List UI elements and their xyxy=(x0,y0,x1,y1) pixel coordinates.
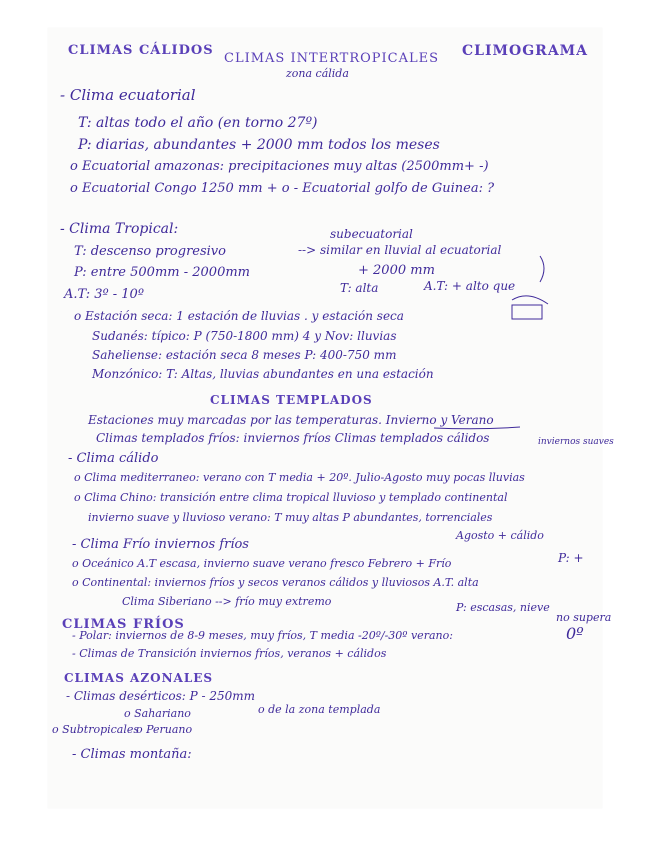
templados-estaciones: Estaciones muy marcadas por las temperaturas. Invierno y Verano xyxy=(88,413,494,427)
azonales-montana: - Climas montaña: xyxy=(72,747,192,762)
subecuatorial-arrow-text: --> similar en lluvial al ecuatorial xyxy=(298,243,502,257)
subecuatorial-arrow xyxy=(540,256,544,282)
frios-zero: 0º xyxy=(566,624,584,643)
frios-p-escasas: P: escasas, nieve xyxy=(456,601,550,614)
tropical-monzonico: Monzónico: T: Altas, lluvias abundantes en una estación xyxy=(92,367,434,381)
clima-frio-title: - Clima Frío inviernos fríos xyxy=(72,537,249,552)
ecuatorial-temp: T: altas todo el año (en torno 27º) xyxy=(78,115,318,131)
tropical-range: A.T: 3º - 10º xyxy=(64,287,144,302)
subecuatorial-range: A.T: + alto que xyxy=(424,279,516,293)
subecuatorial-label: subecuatorial xyxy=(330,227,413,241)
ecuatorial-amazonas: o Ecuatorial amazonas: precipitaciones muy altas (2500mm+ -) xyxy=(70,159,489,174)
azonales-zona-templada: o de la zona templada xyxy=(258,703,381,716)
frios-no-supera: no supera xyxy=(556,611,612,624)
tropical-saheliense: Saheliense: estación seca 8 meses P: 400-750 mm xyxy=(92,348,397,362)
azonales-peruano: o Peruano xyxy=(136,723,193,736)
tropical-title: - Clima Tropical: xyxy=(60,221,179,237)
templados-title: CLIMAS TEMPLADOS xyxy=(210,393,373,407)
azonales-title: CLIMAS AZONALES xyxy=(64,671,214,685)
clima-calido-title: - Clima cálido xyxy=(68,451,159,466)
clima-chino: o Clima Chino: transición entre clima tropical lluvioso y templado continental xyxy=(74,491,508,504)
tropical-precip: P: entre 500mm - 2000mm xyxy=(74,265,250,280)
agosto-calido: Agosto + cálido xyxy=(456,529,544,542)
ecuatorial-title: - Clima ecuatorial xyxy=(60,86,196,104)
subecuatorial-temp: T: alta xyxy=(340,281,379,295)
clima-mediterraneo: o Clima mediterraneo: verano con T media + 20º. Julio-Agosto muy pocas lluvias xyxy=(74,471,525,484)
frios-title: CLIMAS FRÍOS xyxy=(62,617,185,632)
azonales-sahariano: o Sahariano xyxy=(124,707,191,720)
templados-frios-calidos: Climas templados fríos: inviernos fríos Climas templados cálidos xyxy=(96,431,490,445)
subtitle-zona-calida: zona cálida xyxy=(286,67,349,80)
subecuatorial-precip: + 2000 mm xyxy=(358,263,435,278)
oceanico-p-plus: P: + xyxy=(558,551,584,565)
underline-invierno xyxy=(434,427,520,429)
ecuatorial-congo: o Ecuatorial Congo 1250 mm + o - Ecuatorial golfo de Guinea: ? xyxy=(70,181,495,196)
clima-siberiano: Clima Siberiano --> frío muy extremo xyxy=(122,595,332,608)
ecuatorial-precip: P: diarias, abundantes + 2000 mm todos los meses xyxy=(78,137,440,153)
tropical-estaciones: o Estación seca: 1 estación de lluvias . y estación seca xyxy=(74,309,404,323)
title-climas-calidos: CLIMAS CÁLIDOS xyxy=(68,43,214,58)
seca-box xyxy=(512,305,542,319)
azonales-deserticos: - Climas desérticos: P - 250mm xyxy=(66,689,256,703)
frios-transicion: - Climas de Transición inviernos fríos, veranos + cálidos xyxy=(72,647,387,660)
azonales-subtropicales: o Subtropicales xyxy=(52,723,140,736)
templados-inviernos-suaves: inviernos suaves xyxy=(538,437,614,447)
clima-continental: o Continental: inviernos fríos y secos veranos cálidos y lluviosos A.T. alta xyxy=(72,576,479,589)
tropical-temp: T: descenso progresivo xyxy=(74,244,226,259)
title-climas-intertropicales: CLIMAS INTERTROPICALES xyxy=(224,51,440,66)
clima-chino-detail: invierno suave y lluvioso verano: T muy altas P abundantes, torrenciales xyxy=(88,511,493,524)
tropical-sudanes: Sudanés: típico: P (750-1800 mm) 4 y Nov: lluvias xyxy=(92,329,397,343)
frios-polar: - Polar: inviernos de 8-9 meses, muy fríos, T media -20º/-30º verano: xyxy=(72,629,453,642)
clima-oceanico: o Oceánico A.T escasa, invierno suave verano fresco Febrero + Frío xyxy=(72,557,452,570)
title-climograma: CLIMOGRAMA xyxy=(462,43,589,59)
arc-estacion-seca xyxy=(512,296,548,304)
